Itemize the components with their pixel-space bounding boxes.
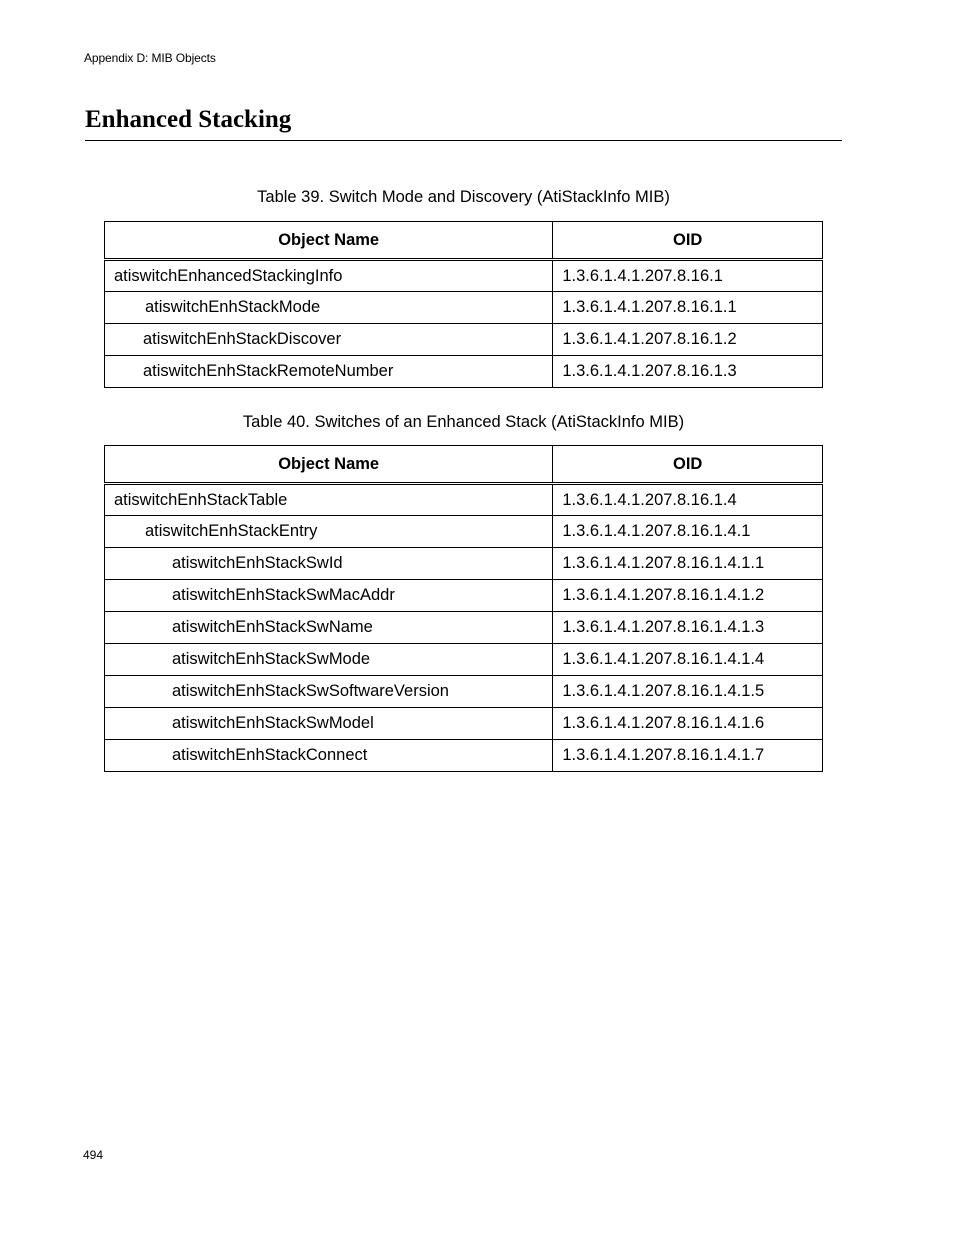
table-row — [105, 516, 823, 548]
object-name-cell: atiswitchEnhStackSwName — [105, 612, 553, 644]
object-name-cell: atiswitchEnhStackEntry — [105, 516, 553, 548]
object-name-cell: atiswitchEnhStackMode — [105, 292, 553, 324]
object-name-cell: atiswitchEnhStackSwSoftwareVersion — [105, 676, 553, 708]
object-name-cell: atiswitchEnhStackTable — [105, 484, 553, 516]
oid-cell: 1.3.6.1.4.1.207.8.16.1.3 — [553, 356, 823, 388]
object-name-cell: atiswitchEnhStackRemoteNumber — [105, 356, 553, 388]
oid-cell: 1.3.6.1.4.1.207.8.16.1.4 — [553, 484, 823, 516]
table-row — [105, 740, 823, 772]
object-name-cell: atiswitchEnhStackConnect — [105, 740, 553, 772]
object-name-cell: atiswitchEnhStackSwMacAddr — [105, 580, 553, 612]
table-header-row — [105, 222, 823, 260]
table-row — [105, 356, 823, 388]
table-row — [105, 580, 823, 612]
object-name-cell: atiswitchEnhancedStackingInfo — [105, 260, 553, 292]
table-row — [105, 324, 823, 356]
table-39 — [104, 221, 823, 388]
table-row — [105, 548, 823, 580]
table-row — [105, 484, 823, 516]
table-row — [105, 292, 823, 324]
title-divider — [85, 140, 842, 141]
table-row — [105, 644, 823, 676]
oid-cell: 1.3.6.1.4.1.207.8.16.1.4.1.5 — [553, 676, 823, 708]
column-header-oid: OID — [553, 222, 823, 260]
object-name-cell: atiswitchEnhStackDiscover — [105, 324, 553, 356]
table-header-row — [105, 446, 823, 484]
object-name-cell: atiswitchEnhStackSwModel — [105, 708, 553, 740]
column-header-object-name: Object Name — [105, 446, 553, 484]
oid-cell: 1.3.6.1.4.1.207.8.16.1 — [553, 260, 823, 292]
oid-cell: 1.3.6.1.4.1.207.8.16.1.4.1.7 — [553, 740, 823, 772]
section-title: Enhanced Stacking — [85, 106, 292, 133]
column-header-oid: OID — [553, 446, 823, 484]
oid-cell: 1.3.6.1.4.1.207.8.16.1.1 — [553, 292, 823, 324]
oid-cell: 1.3.6.1.4.1.207.8.16.1.4.1.2 — [553, 580, 823, 612]
table-row — [105, 612, 823, 644]
table-row — [105, 676, 823, 708]
running-header: Appendix D: MIB Objects — [84, 51, 216, 65]
oid-cell: 1.3.6.1.4.1.207.8.16.1.4.1.3 — [553, 612, 823, 644]
table-row — [105, 260, 823, 292]
object-name-cell: atiswitchEnhStackSwMode — [105, 644, 553, 676]
oid-cell: 1.3.6.1.4.1.207.8.16.1.2 — [553, 324, 823, 356]
object-name-cell: atiswitchEnhStackSwId — [105, 548, 553, 580]
table-40-caption: Table 40. Switches of an Enhanced Stack (AtiStackInfo MIB) — [242, 413, 685, 431]
oid-cell: 1.3.6.1.4.1.207.8.16.1.4.1.6 — [553, 708, 823, 740]
table-row — [105, 708, 823, 740]
oid-cell: 1.3.6.1.4.1.207.8.16.1.4.1.4 — [553, 644, 823, 676]
column-header-object-name: Object Name — [105, 222, 553, 260]
page-number: 494 — [83, 1148, 104, 1162]
table-39-caption: Table 39. Switch Mode and Discovery (AtiStackInfo MIB) — [257, 188, 670, 206]
oid-cell: 1.3.6.1.4.1.207.8.16.1.4.1 — [553, 516, 823, 548]
oid-cell: 1.3.6.1.4.1.207.8.16.1.4.1.1 — [553, 548, 823, 580]
table-40 — [104, 445, 823, 772]
